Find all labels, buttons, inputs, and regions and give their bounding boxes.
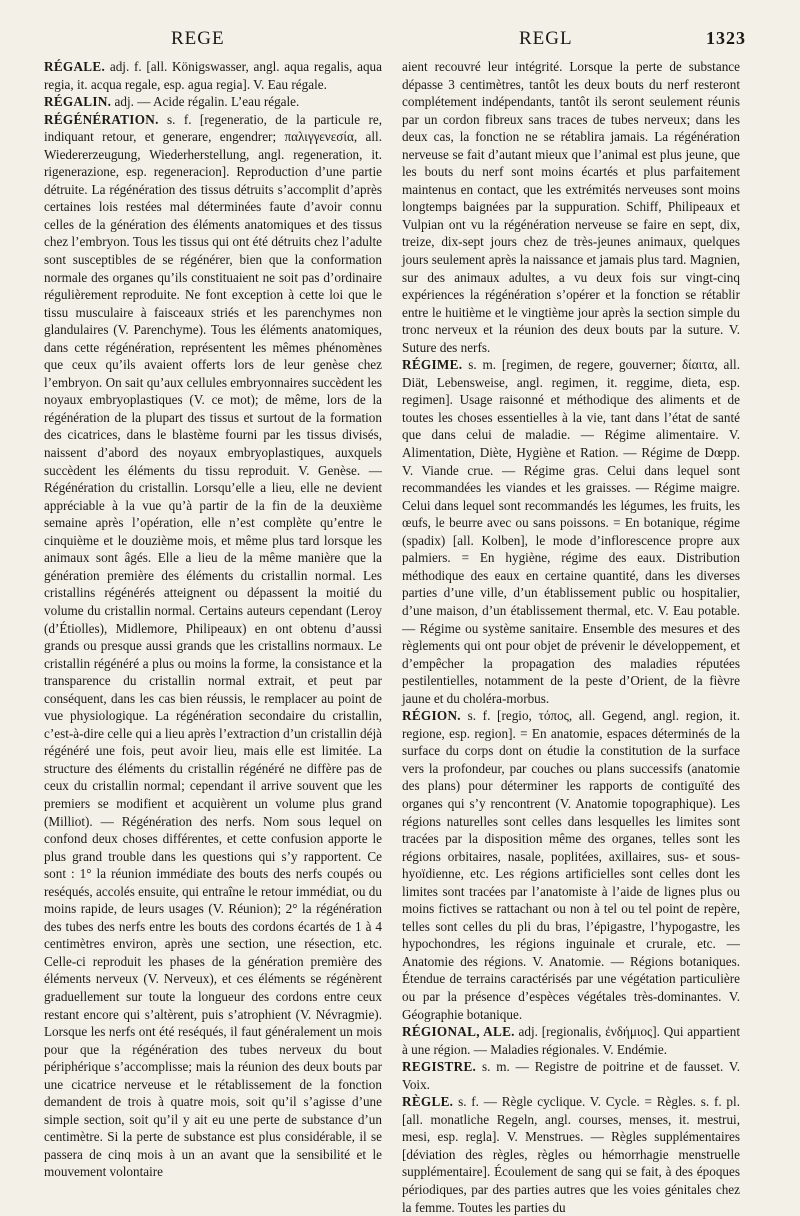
entry-body: adj. [regionalis, ἐνδήμιος]. Qui appartient à une région. — Maladies régionales. V. Endémie. xyxy=(402,1024,740,1057)
dictionary-entry xyxy=(402,1093,740,1216)
dictionary-entry xyxy=(402,356,740,707)
entry-body: s. m. — Registre de poitrine et de fausset. V. Voix. xyxy=(402,1059,740,1092)
page-number: 1323 xyxy=(706,28,746,48)
running-head-left: REGE xyxy=(171,28,225,49)
entry-body: aient recouvré leur intégrité. Lorsque la perte de substance dépasse 3 centimètres, tantôt les deux bouts du nerf resteront complétement indépendants, tantôt ils seront seulement réunis par un cordon fibreux sans traces de tubes nerveux; dans les deux cas, la fonction ne se rétablira jamais. La régénération nerveuse se fait d’autant mieux que l’animal est plus jeune, que les bouts du nerf sont moins écartés et plus parfaitement maintenus en contact, que les extrémités nerveuses sont moins longtemps baignées par la suppuration. Schiff, Philipeaux et Vulpian ont vu la régénération nerveuse se faire en sept, dix, treize, dix-sept jours chez de très-jeunes animaux, quelques jours seulement après la naissance et jamais plus tard. Magnien, sur des animaux adultes, a vu deux fois sur vingt-cinq expériences la régénération s’opérer et la fonction se rétablir entre le huitième et le vingtième jour après la section simple du tronc nerveux et la réunion des deux bouts par la suture. V. Suture des nerfs. xyxy=(402,59,740,355)
dictionary-entry xyxy=(402,58,740,356)
dictionary-entry xyxy=(44,58,382,93)
left-column xyxy=(44,58,382,1180)
dictionary-entry xyxy=(402,1023,740,1058)
dictionary-entry xyxy=(44,93,382,111)
entry-headword: RÈGLE. xyxy=(402,1094,454,1110)
right-column xyxy=(402,58,740,1215)
entry-body: s. f. [regio, τόπος, all. Gegend, angl. region, it. regione, esp. region]. = En anatomie, espaces déterminés de la surface du corps dont on étudie la constitution de la surface vers la profondeur, par couches ou plans successifs (anatomie des plans) pour déterminer les rapports de contiguïté des organes qui s’y rencontrent (V. Anatomie topographique). Les régions naturelles sont celles dans lesquelles les limites sont tracées par la disposition même des organes, telles sont les régions orbitaires, nasale, poplitées, axillaires, sus- et sous-hyoïdienne, etc. Les régions artificielles sont celles dont les limites sont tracées par l’anatomiste à l’aide de lignes plus ou moins fictives se rattachant ou non à tel ou tel point de repère, telles sont celles du pli du bras, l’épigastre, l’hypogastre, les hypochondres, les régions inguinale et crurale, etc. — Anatomie des régions. V. Anatomie. — Régions botaniques. Étendue de terrains caractérisés par une végétation particulière ou par la présence d’espèces végétales très-dominantes. V. Géographie botanique. xyxy=(402,708,740,1022)
entry-body: adj. — Acide régalin. L’eau régale. xyxy=(111,94,300,110)
entry-headword: RÉGIONAL, ALE. xyxy=(402,1024,515,1040)
dictionary-entry xyxy=(402,1058,740,1093)
entry-body: adj. f. [all. Königswasser, angl. aqua regalis, aqua regia, it. acqua regale, esp. agua regia]. V. Eau régale. xyxy=(44,59,382,92)
entry-headword: RÉGÉNÉRATION. xyxy=(44,111,159,127)
entry-body: s. f. — Règle cyclique. V. Cycle. = Règles. s. f. pl. [all. monatliche Regeln, angl. courses, menses, it. mestrui, mesi, esp. regla]. V. Menstrues. — Règles supplémentaires [déviation des règles, règles ou hémorrhagie menstruelle supplémentaire]. Écoulement de sang qui se fait, à des époques périodiques, par des parties autres que les voies génitales chez la femme. Toutes les parties du xyxy=(402,1094,740,1215)
entry-body: s. f. [regeneratio, de la particule re, indiquant retour, et generare, engendrer; παλιγγενεσία, all. Wiedererzeugung, Wiederherstellung, angl. regeneration, it. rigenerazione, esp. regeneracion]. Reproduction d’une partie détruite. La régénération des tissus détruits s’accomplit d’après certaines lois restées mal déterminées faute d’avoir connu celles de la génération des éléments anatomiques et des tissus chez l’embryon. Tous les tissus qui ont été détruits chez l’adulte sont susceptibles de se régénérer, bien que la conformation normale des organes qu’ils constituaient ne soit pas d’ordinaire régulièrement reproduite. Ne font exception à cette loi que le tissu musculaire à faisceaux striés et les parenchymes non glandulaires (V. Parenchyme). Tous les éléments anatomiques, dans cette régénération, représentent les mêmes phénomènes que ceux qu’ils avaient offerts lors de leur genèse chez l’embryon. On sait qu’aux cellules embryonnaires succèdent les noyaux embryoplastiques (V. ce mot); de même, lors de la régénération de la plupart des tissus et surtout de la formation des cicatrices, dans le blastème fourni par les tissus divisés, naissent d’abord des noyaux embryoplastiques, auxquels succèdent les éléments du tissu reproduit. V. Genèse. — Régénération du cristallin. Lorsqu’elle a lieu, elle ne devient appréciable à la vue qu’à partir de la fin de la deuxième semaine après l’opération, elle n’est complète qu’entre le cinquième et le douzième mois, et même plus tard lorsque les animaux sont âgés. Elle a lieu de la même manière que la génération première des éléments du cristallin normal. Les cristallins régénérés atteignent ou dépassent la moitié du volume du cristallin normal. Certains auteurs cependant (Leroy (d’Étiolles), Midlemore, Philipeaux) en ont obtenu d’aussi grands ou presque aussi grands que les cristallins normaux. Le cristallin régénéré a plus ou moins la forme, la consistance et la transparence du cristallin normal extrait, et peut par conséquent, dans les cas bien réussis, le remplacer au point de vue physiologique. La régénération secondaire du cristallin, c’est-à-dire celle qui a lieu après l’extraction d’un cristallin déjà régénéré une fois, peut avoir lieu, mais elle est limitée. La structure des éléments du cristallin régénéré ne diffère pas de ceux du cristallin normal; cependant il arrive souvent que les premiers se modifient et acquièrent un volume plus grand (Milliot). — Régénération des nerfs. Nom sous lequel on confond deux choses différentes, et cette confusion apporte le plus grand trouble dans les questions qui s’y rapportent. Ce sont : 1° la réunion immédiate des bouts des nerfs coupés ou reséqués, accolés ensuite, qui entraîne le retour immédiat, ou du moins rapide, de leurs usages (V. Réunion); 2° la régénération des tubes des nerfs entre les bouts des cordons écartés de 1 à 4 centimètres environ, après une section, une résection, etc. Celle-ci reproduit les phases de la génération première des éléments nerveux (V. Nerveux), et ces éléments se régénèrent graduellement sur toute la longueur des cordons entre ceux restant encore qui s’altèrent, puis s’atrophient (V. Névragmie). Lorsque les nerfs ont été reséqués, il faut généralement un mois pour que la régénération des tubes nerveux du bout périphérique s’accomplisse; mais la réunion des deux bouts par une cicatrice nerveuse et le rétablissement de la fonction demandent de trois à quatre mois, soit qu’il s’agisse d’une simple section, soit qu’il y ait eu une perte de substance d’un centimètre. Si la perte de substance est plus considérable, il se passera de cinq mois à un an avant que la sensibilité et le mouvement volontaire xyxy=(44,111,382,1180)
entry-headword: REGISTRE. xyxy=(402,1059,477,1075)
entry-headword: RÉGION. xyxy=(402,708,461,724)
entry-headword: RÉGALE. xyxy=(44,59,106,74)
dictionary-entry xyxy=(402,707,740,1023)
entry-body: s. m. [regimen, de regere, gouverner; δίαιτα, all. Diät, Lebensweise, angl. regimen, it. reggime, dieta, esp. regimen]. Usage raisonné et méthodique des aliments et de toutes les choses essentielles à la vie, tant dans l’état de santé que dans celui de maladie. — Régime alimentaire. V. Alimentation, Diète, Hygiène et Ration. — Régime de Dœpp. V. Viande crue. — Régime gras. Celui dans lequel sont recommandées les viandes et les graisses. — Régime maigre. Celui dans lequel sont recommandés les légumes, les fruits, les œufs, le beurre avec ou sans poissons. = En botanique, régime (spadix) [all. Kolben], le mode d’inflorescence propre aux palmiers. = En hygiène, régime des eaux. Distribution méthodique des eaux en certaine quantité, dans les diverses parties d’une ville, d’un établissement public ou hospitalier, d’une maison, d’un établissement thermal, etc. V. Eau potable. — Régime ou système sanitaire. Ensemble des mesures et des règlements qui ont pour objet de prévenir le développement, et d’empêcher la propagation des maladies réputées pestilentielles, notamment de la peste d’Orient, de la fièvre jaune et du choléra-morbus. xyxy=(402,357,740,706)
running-head-right: REGL xyxy=(519,28,573,49)
entry-headword: RÉGALIN. xyxy=(44,94,112,110)
dictionary-entry xyxy=(44,111,382,1181)
entry-headword: RÉGIME. xyxy=(402,357,463,373)
